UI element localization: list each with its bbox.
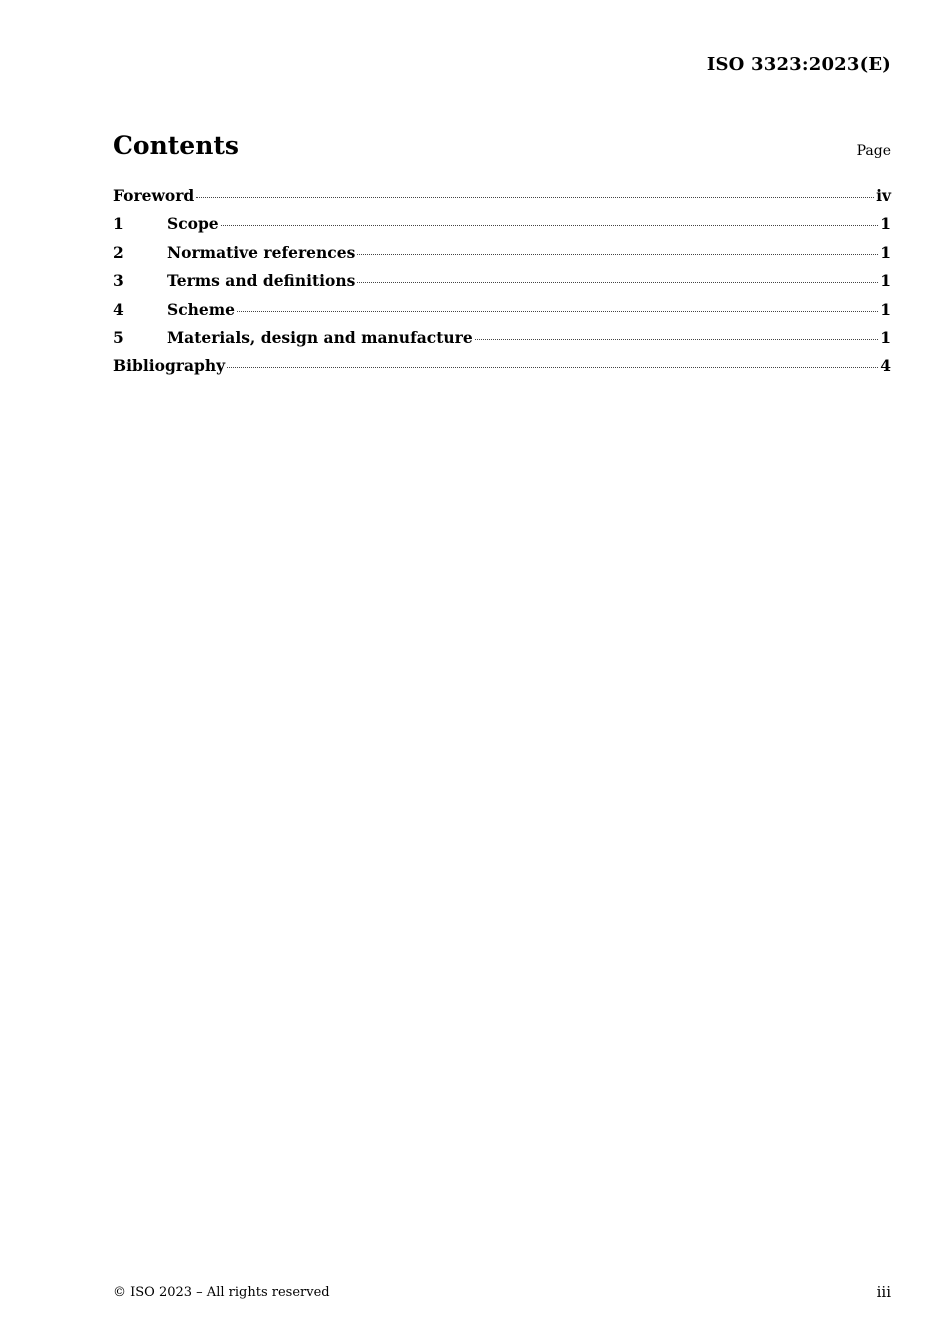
toc-entry-page: 1 <box>880 327 891 347</box>
toc-entry-page: 1 <box>880 214 891 234</box>
toc-entry-materials-design-manufacture[interactable] <box>113 328 891 356</box>
contents-title: Contents <box>113 131 240 160</box>
contents-header <box>113 131 891 165</box>
toc-entry-title: Materials, design and manufacture <box>167 327 473 347</box>
toc-entry-title: Foreword <box>113 186 195 205</box>
toc-entry-title: Bibliography <box>113 356 226 376</box>
toc-entry-page: 1 <box>880 271 891 291</box>
toc-dot-leader <box>221 225 879 226</box>
document-id: ISO 3323:2023(E) <box>706 54 891 75</box>
table-of-contents <box>113 186 891 385</box>
toc-entry-number: 2 <box>113 242 124 262</box>
toc-entry-title: Scheme <box>167 299 236 319</box>
toc-entry-number: 4 <box>113 299 124 319</box>
toc-entry-number: 5 <box>113 327 124 347</box>
toc-entry-page: 1 <box>880 299 891 319</box>
toc-entry-terms-and-definitions[interactable] <box>113 271 891 299</box>
toc-dot-leader <box>196 197 874 198</box>
toc-dot-leader <box>227 367 878 368</box>
toc-entry-title: Normative references <box>167 242 356 262</box>
toc-entry-foreword[interactable] <box>113 186 891 214</box>
toc-entry-title: Scope <box>167 214 219 234</box>
page-column-label: Page <box>856 143 891 159</box>
toc-entry-scheme[interactable] <box>113 300 891 328</box>
toc-entry-normative-references[interactable] <box>113 243 891 271</box>
toc-entry-bibliography[interactable] <box>113 356 891 384</box>
toc-entry-page: 4 <box>880 356 891 376</box>
toc-dot-leader <box>475 339 879 340</box>
toc-dot-leader <box>357 282 878 283</box>
toc-entry-page: 1 <box>880 242 891 262</box>
toc-entry-page: iv <box>876 186 891 205</box>
page-number: iii <box>876 1283 891 1301</box>
toc-entry-number: 3 <box>113 271 124 291</box>
copyright-notice: © ISO 2023 – All rights reserved <box>113 1285 330 1300</box>
toc-dot-leader <box>357 254 878 255</box>
toc-entry-number: 1 <box>113 214 124 234</box>
toc-entry-title: Terms and definitions <box>167 271 356 291</box>
toc-dot-leader <box>237 311 878 312</box>
toc-entry-scope[interactable] <box>113 214 891 242</box>
